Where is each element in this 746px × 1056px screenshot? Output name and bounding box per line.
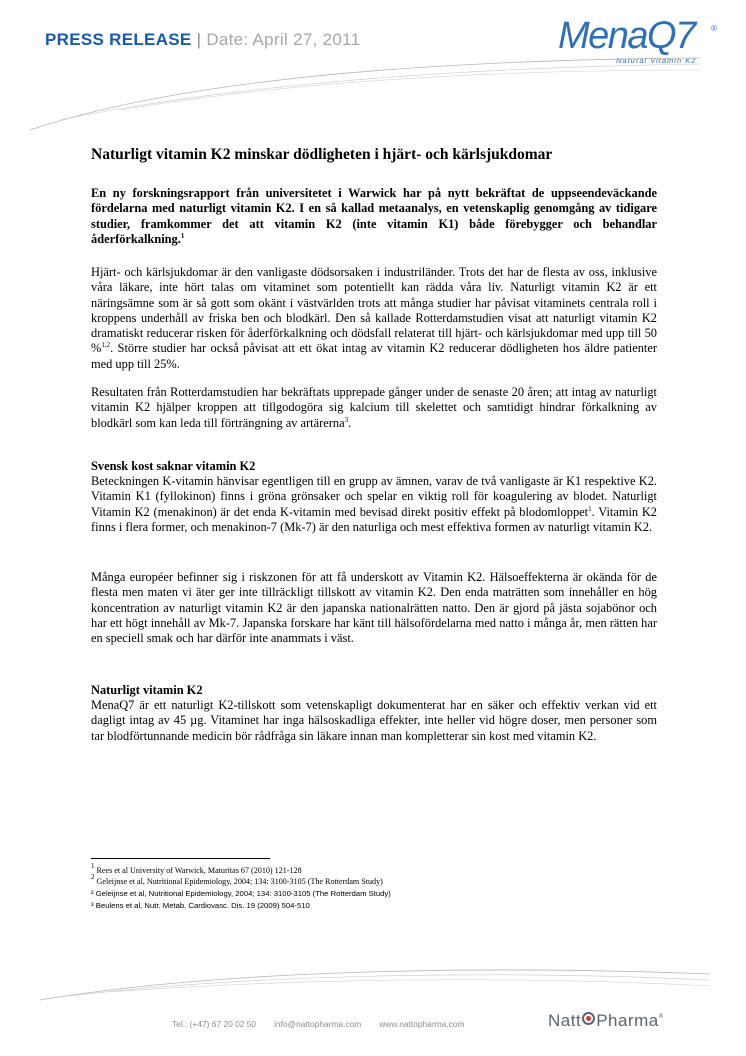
menaq7-logo-registered: ®: [711, 24, 717, 33]
footnote-4-number: ³: [91, 901, 94, 910]
paragraph-1: [91, 265, 657, 372]
footnote-2: [91, 873, 383, 888]
paragraph-3-footnote-ref: 1: [588, 504, 592, 513]
section-heading-naturligt-vitamin: Naturligt vitamin K2: [91, 683, 203, 697]
paragraph-3-text-a: Beteckningen K-vitamin hänvisar egentligen till en grupp av ämnen, varav de två vanligaste är K1 respektive K2. Vitamin K1 (fyllokinon) finns i gröna grönsaker och spelar en viktig roll för koagulering av blodet. Naturligt Vitamin K2 (menakinon) är det enda K-vitamin med bevisad direkt positiv effekt på blodomloppet: [91, 474, 657, 519]
lead-footnote-ref: 1: [180, 231, 185, 240]
header-separator: |: [191, 30, 207, 49]
footnote-1-text: Rees et al University of Warwick, Maturitas 67 (2010) 121-128: [94, 866, 302, 875]
lead-text: En ny forskningsrapport från universitetet i Warwick har på nytt bekräftat de uppseendeväckande fördelarna med naturligt vitamin K2. I en så kallad metaanalys, en vetenskaplig genomgång av tidigare studier, framkommer det att vitamin K2 (inte vitamin K1) både förebygger och behandlar åderförkalkning.: [91, 186, 657, 246]
lead-paragraph: [91, 186, 657, 247]
footer-email[interactable]: info@nattopharma.com: [274, 1019, 362, 1029]
footnote-1-number: 1: [91, 862, 95, 870]
nattopharma-logo: [548, 1011, 664, 1031]
paragraph-1-text-a: Hjärt- och kärlsjukdomar är den vanligaste dödsorsaken i industriländer. Trots det har de flesta av oss, inklusive våra läkare, inte hört talas om vitaminet som potentiellt kan rädda våra liv. Naturligt vitamin K2 är ett näringsämne som är så gott som okänt i västvärlden trots att många studier har påvisat vitaminets centrala roll i kroppens underhåll av friska ben och blodkärl. Den så kallade Rotterdamstudien visat att naturligt vitamin K2 dramatiskt reducerar risken för åderförkalkning och dödsfall relaterat till hjärt- och kärlsjukdomar med upp till 50 %: [91, 265, 657, 356]
paragraph-3: [91, 474, 657, 535]
footnote-2-number: 2: [91, 873, 95, 881]
footnote-3-text: Geleijnse et al, Nutritional Epidemiology, 2004; 134: 3100-3105 (The Rotterdam Study): [93, 889, 391, 898]
paragraph-2-text-b: .: [348, 415, 352, 430]
footer-website[interactable]: www.nattopharma.com: [379, 1019, 465, 1029]
footnote-3: [91, 889, 391, 900]
footnote-3-number: ²: [91, 889, 94, 898]
nattopharma-logo-right: Pharma: [596, 1011, 659, 1030]
nattopharma-logo-left: Natt: [548, 1011, 582, 1030]
footnote-1: [91, 862, 302, 877]
paragraph-1-text-b: . Större studier har också påvisat att ett ökat intag av vitamin K2 reducerar dödligheten hos äldre patienter med upp till 25%.: [91, 341, 657, 371]
paragraph-2-footnote-ref: 3: [344, 415, 349, 424]
paragraph-1-footnote-ref: 1,2: [101, 341, 111, 350]
section-heading-svensk-kost: Svensk kost saknar vitamin K2: [91, 459, 256, 473]
menaq7-logo-text: MenaQ7: [558, 15, 695, 57]
nattopharma-logo-registered: ®: [658, 1014, 664, 1020]
article-title: Naturligt vitamin K2 minskar dödligheten i hjärt- och kärlsjukdomar: [91, 146, 553, 163]
footnote-4-text: Beulens et al, Nutr. Metab. Cardiovasc. Dis. 19 (2009) 504-510: [93, 901, 310, 910]
paragraph-2-text-a: Resultaten från Rotterdamstudien har bekräftats upprepade gånger under de senaste 20 åren; att intag av naturligt vitamin K2 hjälper kroppen att tillgodogöra sig kalcium till skelettet och samtidigt hindrar förkalkning av blodkärl som kan leda till förträngning av artärerna: [91, 385, 657, 430]
press-release-label: PRESS RELEASE: [45, 30, 192, 49]
footnote-2-text: Geleijnse et al, Nutritional Epidemiology, 2004; 134: 3100-3105 (The Rotterdam Study): [94, 877, 383, 886]
footnote-4: [91, 901, 310, 912]
footer-phone: Tel.: (+47) 67 20 02 50: [172, 1019, 257, 1029]
paragraph-2: [91, 385, 657, 431]
nattopharma-logo-dot-icon: [582, 1012, 595, 1025]
paragraph-5: MenaQ7 är ett naturligt K2-tillskott som vetenskapligt dokumenterat har en säker och effektiv verkan vid ett dagligt intag av 45 µg. Vitaminet har inga hälsoskadliga effekter, inte heller vid högre doser, men personer som tar blodförtunnande medicin bör rådfråga sin läkare innan man kompletterar sin kost med vitamin K2.: [91, 698, 657, 743]
menaq7-logo-tagline: Natural Vitamin K2: [616, 56, 697, 65]
footnote-divider: [91, 858, 270, 859]
header-swoosh-decoration: [0, 40, 746, 140]
release-date: Date: April 27, 2011: [206, 30, 361, 49]
paragraph-4: Många européer befinner sig i riskzonen för att få underskott av Vitamin K2. Hälsoeffekterna är okända för de flesta men maten vi äter ger inte tillräckligt tillskott av vitamin K2. Den enda maträtten som innehåller en hög koncentration av naturligt vitamin K2 är den japanska nationalrätten natto. Den är gjord på jästa sojabönor och har ett högt innehåll av Mk-7. Japanska forskare har känt till hälsofördelarna med natto i många år, men rätten har en speciell smak och har därför inte anammats i väst.: [91, 570, 657, 646]
footer-contact: [172, 1019, 482, 1029]
paragraph-3-text-b: . Vitamin K2 finns i flera former, och menakinon-7 (Mk-7) är den naturliga och mest effektiva formen av naturligt vitamin K2.: [91, 504, 657, 534]
